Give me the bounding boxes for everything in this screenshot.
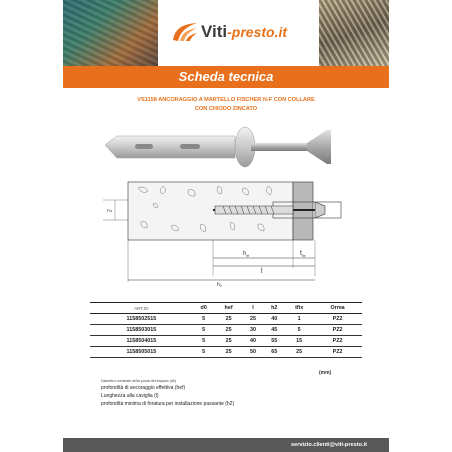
product-name-line1: VS1158 ANCORAGGIO A MARTELLO FISCHER N-F CON COLLARE bbox=[137, 97, 315, 103]
col-header: tfix bbox=[285, 303, 313, 314]
hef-main: h bbox=[243, 251, 247, 257]
h2-label bbox=[217, 282, 222, 288]
page-title: Scheda tecnica bbox=[178, 69, 274, 84]
brand-name bbox=[201, 22, 287, 42]
table-cell: 25 bbox=[215, 325, 243, 336]
table-cell: 1158505015 bbox=[90, 347, 193, 358]
fix-label: Fix bbox=[107, 208, 113, 213]
table-cell: 55 bbox=[263, 336, 285, 347]
legend bbox=[101, 378, 361, 408]
tfix-label bbox=[300, 250, 306, 258]
h2-sub: 2 bbox=[219, 284, 222, 288]
table-row bbox=[90, 347, 362, 358]
col-header: Orma bbox=[313, 303, 362, 314]
tfix-main: t bbox=[300, 250, 302, 257]
table-cell: 5 bbox=[285, 325, 313, 336]
table-cell: 15 bbox=[285, 336, 313, 347]
table-cell: 1158504015 bbox=[90, 336, 193, 347]
anchor-product-image bbox=[95, 118, 345, 176]
l-label: l bbox=[261, 268, 263, 275]
table-cell: 1158502515 bbox=[90, 314, 193, 325]
col-header: h2 bbox=[263, 303, 285, 314]
table-cell: 25 bbox=[215, 347, 243, 358]
product-name bbox=[103, 96, 349, 114]
table-cell: 45 bbox=[263, 325, 285, 336]
tools-photo bbox=[63, 0, 158, 66]
hef-sub: ef bbox=[246, 254, 250, 258]
spec-table-wrap bbox=[90, 302, 362, 358]
table-cell: 40 bbox=[263, 314, 285, 325]
header-banner bbox=[63, 0, 389, 66]
table-header-row bbox=[90, 303, 362, 314]
table-cell: 25 bbox=[215, 336, 243, 347]
h2-main: h bbox=[217, 282, 220, 288]
table-row bbox=[90, 325, 362, 336]
table-cell: PZ2 bbox=[313, 325, 362, 336]
tfix-sub: fix bbox=[301, 254, 306, 258]
brand-domain: -presto.it bbox=[227, 24, 288, 40]
unit-label: (mm) bbox=[319, 370, 332, 376]
title-bar bbox=[63, 66, 389, 88]
table-cell: 5 bbox=[193, 314, 215, 325]
hef-label bbox=[243, 251, 249, 258]
footer-bar bbox=[63, 438, 389, 452]
col-header: hef bbox=[215, 303, 243, 314]
table-cell: 5 bbox=[193, 325, 215, 336]
table-cell: 30 bbox=[243, 325, 264, 336]
installation-diagram bbox=[93, 178, 343, 288]
table-cell: 1 bbox=[285, 314, 313, 325]
brand-logo bbox=[158, 0, 319, 66]
logo-swoosh-icon bbox=[171, 20, 199, 44]
brand-text: Viti bbox=[201, 22, 228, 41]
table-cell: 5 bbox=[193, 336, 215, 347]
table-cell: 65 bbox=[263, 347, 285, 358]
table-row bbox=[90, 314, 362, 325]
legend-h2: profondità minima di foratura per installazione passante (h2) bbox=[101, 401, 235, 407]
screws-photo bbox=[319, 0, 389, 66]
table-cell: 25 bbox=[285, 347, 313, 358]
table-cell: PZ2 bbox=[313, 336, 362, 347]
col-header: l bbox=[243, 303, 264, 314]
table-cell: PZ2 bbox=[313, 314, 362, 325]
legend-hef: profondità di ancoraggio effettiva (hef) bbox=[101, 385, 186, 391]
table-cell: 25 bbox=[215, 314, 243, 325]
table-cell: 25 bbox=[243, 314, 264, 325]
table-cell: 50 bbox=[243, 347, 264, 358]
col-header: ART.ID bbox=[90, 303, 193, 314]
table-cell: 1158503015 bbox=[90, 325, 193, 336]
legend-l: Lunghezza alla caviglia (l) bbox=[101, 393, 159, 399]
col-header: d0 bbox=[193, 303, 215, 314]
contact-email[interactable]: servizio.clienti@viti-presto.it bbox=[290, 442, 367, 448]
table-cell: PZ2 bbox=[313, 347, 362, 358]
product-name-line2: CON CHIODO ZINCATO bbox=[194, 106, 258, 112]
legend-d0: Diametro nominale della punta del trapano (d0) bbox=[101, 379, 177, 383]
table-cell: 5 bbox=[193, 347, 215, 358]
datasheet-page bbox=[63, 0, 389, 452]
spec-table bbox=[90, 302, 362, 358]
table-cell: 40 bbox=[243, 336, 264, 347]
table-row bbox=[90, 336, 362, 347]
